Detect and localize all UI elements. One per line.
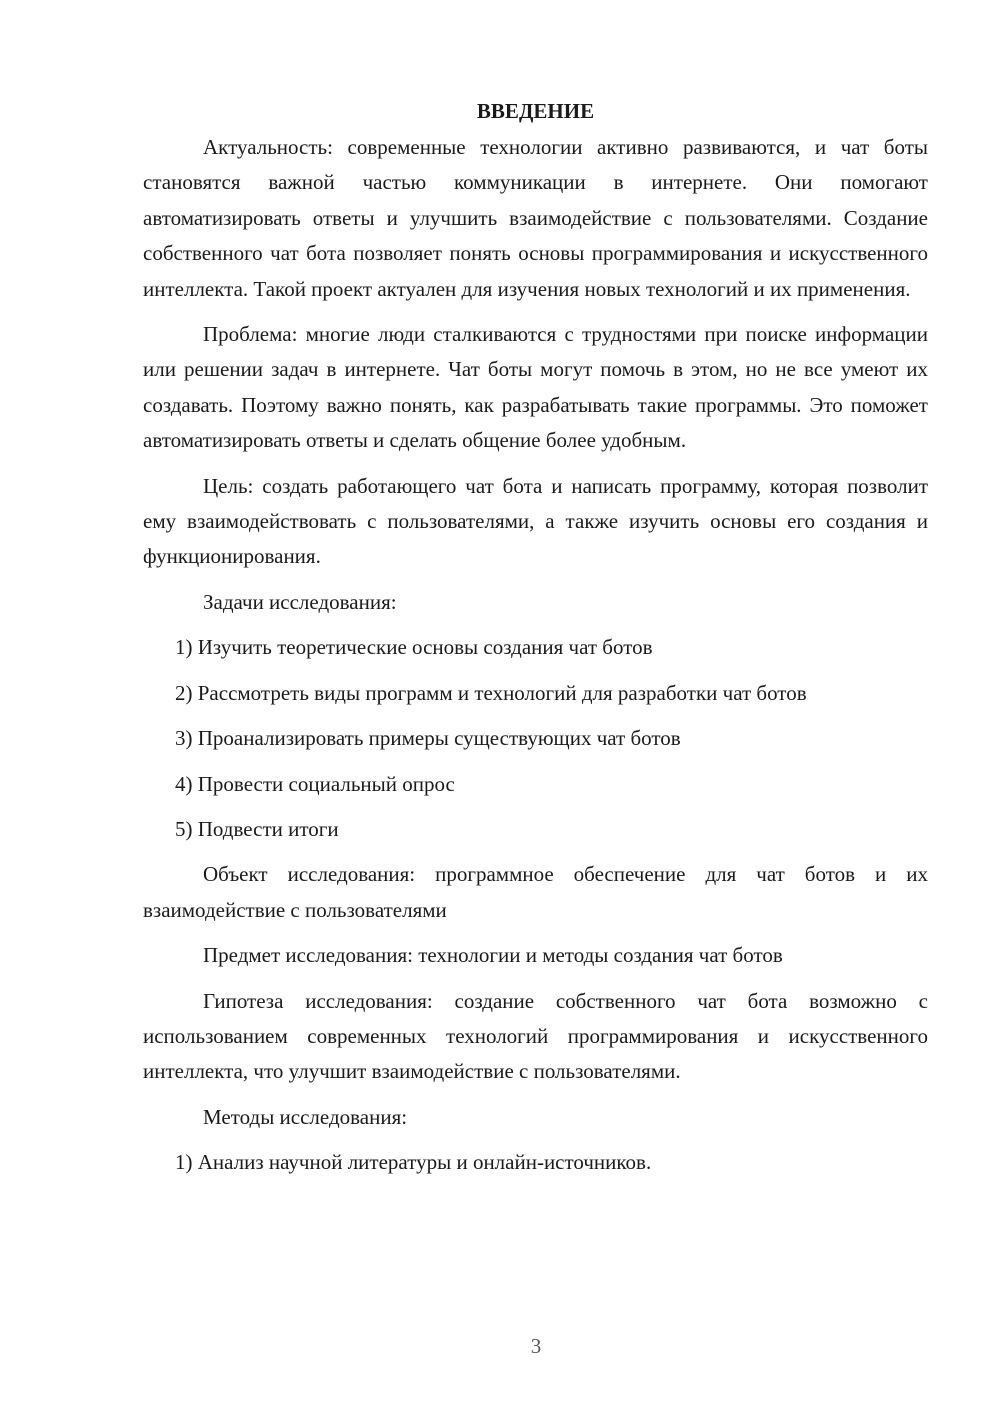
list-item-task-2: 2) Рассмотреть виды программ и технологий для разработки чат ботов [175,680,807,705]
subject-paragraph: Предмет исследования: технологии и методы создания чат ботов [203,943,783,968]
page-number: 3 [530,1334,542,1358]
tasks-list [143,630,928,847]
relevance-paragraph: Актуальность: современные технологии активно развиваются, и чат боты становятся важной частью коммуникации в интернете. Они помогают автоматизировать ответы и улучшить взаимодействие с пользователями. Создание собственного чат бота позволяет понять основы программирования и искусственного интеллекта. Такой проект актуален для изучения новых технологий и их применения. [143,135,928,301]
page-title: ВВЕДЕНИЕ [476,99,595,123]
tasks-heading: Задачи исследования: [203,589,397,614]
list-item-task-4: 4) Провести социальный опрос [175,771,455,796]
problem-paragraph: Проблема: многие люди сталкиваются с трудностями при поиске информации или решении задач в интернете. Чат боты могут помочь в этом, но не все умеют их создавать. Поэтому важно понять, как разрабатывать такие программы. Это поможет автоматизировать ответы и сделать общение более удобным. [143,322,928,453]
list-item-method-1: 1) Анализ научной литературы и онлайн-источников. [175,1150,652,1175]
document-body [143,96,928,1191]
list-item-task-5: 5) Подвести итоги [175,816,339,841]
object-paragraph: Объект исследования: программное обеспечение для чат ботов и их взаимодействие с пользователями [143,862,928,922]
list-item-task-3: 3) Проанализировать примеры существующих чат ботов [175,726,681,751]
goal-paragraph: Цель: создать работающего чат бота и написать программу, которая позволит ему взаимодействовать с пользователями, а также изучить основы его создания и функционирования. [143,473,928,569]
list-item-task-1: 1) Изучить теоретические основы создания чат ботов [175,635,653,660]
methods-heading: Методы исследования: [203,1104,408,1129]
hypothesis-paragraph: Гипотеза исследования: создание собственного чат бота возможно с использованием современных технологий программирования и искусственного интеллекта, что улучшит взаимодействие с пользователями. [143,988,928,1084]
methods-list [143,1145,928,1180]
